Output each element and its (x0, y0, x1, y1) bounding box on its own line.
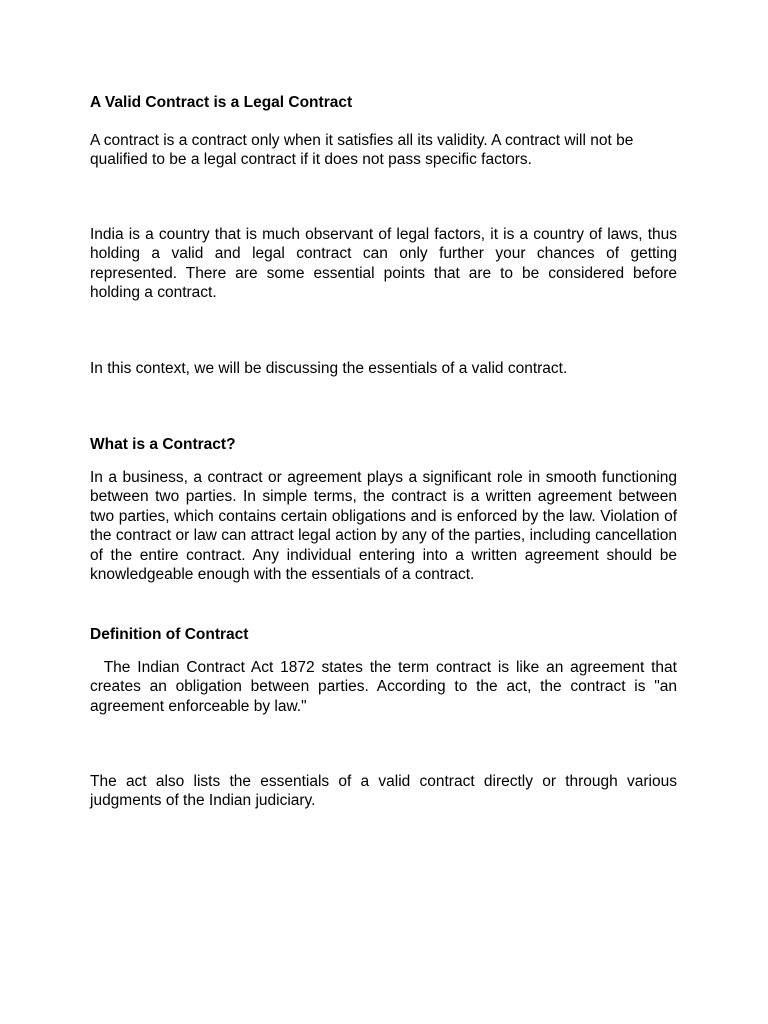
what-is-contract-heading: What is a Contract? (90, 436, 236, 453)
what-is-contract-paragraph: In a business, a contract or agreement plays a significant role in smooth functioning between two parties. In simple terms, the contract is a written agreement between two parties, which contains certain obligations and is enforced by the law. Violation of the contract or law can attract legal action by any of the parties, including cancellation of the entire contract. Any individual entering into a written agreement should be knowledgeable enough with the essentials of a contract. (90, 469, 677, 584)
definition-paragraph: The Indian Contract Act 1872 states the term contract is like an agreement that creates an obligation between parties. According to the act, the contract is "an agreement enforceable by law." (90, 659, 682, 715)
india-paragraph: India is a country that is much observant of legal factors, it is a country of laws, thus holding a valid and legal contract can only further your chances of getting represented. There are some essential points that are to be considered before holding a contract. (90, 226, 677, 302)
closing-paragraph: The act also lists the essentials of a valid contract directly or through various judgments of the Indian judiciary. (90, 773, 677, 810)
intro-paragraph: A contract is a contract only when it satisfies all its validity. A contract will not be qualified to be a legal contract if it does not pass specific factors. (90, 132, 634, 169)
document-title: A Valid Contract is a Legal Contract (90, 94, 353, 111)
definition-heading: Definition of Contract (90, 626, 249, 643)
context-paragraph: In this context, we will be discussing the essentials of a valid contract. (90, 360, 568, 377)
